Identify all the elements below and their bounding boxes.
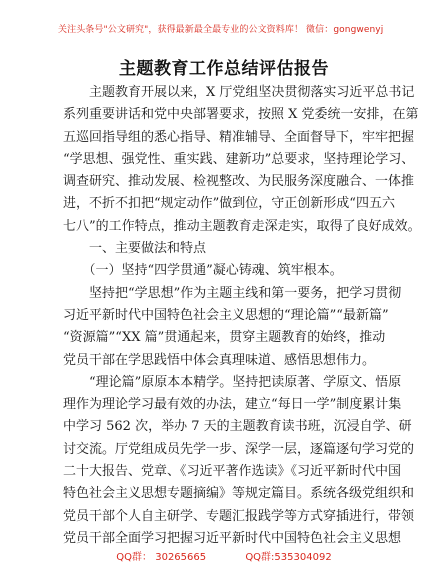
- paragraph-line: “资源篇”“XX 篇”贯通起来，贯穿主题教育的始终，推动: [63, 330, 386, 346]
- paragraph-line: 七八”的工作特点，推动主题教育走深走实，取得了良好成效。: [63, 218, 421, 234]
- section-heading: 一、主要做法和特点: [63, 241, 207, 257]
- paragraph-line: 二十大报告、党章、《习近平著作选读》《习近平新时代中国: [63, 464, 402, 480]
- paragraph-line: 党员干部在学思践悟中体会真理味道、感悟思想伟力。: [63, 352, 376, 368]
- paragraph-line: 党员干部个人自主研学、专题汇报践学等方式穿插进行，带领: [63, 508, 415, 524]
- footer-qq-group-1: QQ群： 30265665: [116, 552, 207, 563]
- footer-banner: [0, 548, 448, 563]
- paragraph-line: 调查研究、推动发展、检视整改、为民服务深度融合、一体推: [63, 174, 415, 190]
- paragraph-line: 中学习 562 次，举办 7 天的主题教育读书班，沉浸自学、研: [63, 419, 412, 435]
- paragraph-line: 系列重要讲话和党中央部署要求，按照 X 党委统一安排，在第: [63, 107, 419, 123]
- header-banner: 关注头条号"公文研究"，获得最新最全最专业的公文资料库！ 微信：gongwenyj: [58, 25, 384, 35]
- paragraph-line: 讨交流。厅党组成员先学一步、深学一层，逐篇逐句学习党的: [63, 441, 415, 457]
- paragraph-line: 进，不折不扣把“规定动作”做到位，守正创新形成“四五六: [63, 196, 395, 212]
- paragraph-line: 习近平新时代中国特色社会主义思想的“理论篇”“最新篇”: [63, 307, 389, 323]
- paragraph-line: “理论篇”原原本本精学。坚持把读原著、学原文、悟原: [63, 374, 402, 390]
- paragraph-line: 坚持把“学思想”作为主题主线和第一要务，把学习贯彻: [63, 285, 402, 301]
- subsection-heading: （一）坚持“四学贯通”凝心铸魂、筑牢根本。: [63, 263, 343, 279]
- paragraph-line: 理作为理论学习最有效的办法，建立“每日一学”制度累计集: [63, 397, 402, 413]
- document-body: [63, 82, 421, 550]
- footer-qq-group-2: QQ群:535304092: [245, 552, 332, 563]
- paragraph-line: 主题教育开展以来，X 厅党组坚决贯彻落实习近平总书记: [63, 85, 415, 100]
- paragraph-line: 特色社会主义思想专题摘编》等规定篇目。系统各级党组织和: [63, 486, 415, 502]
- paragraph-line: “学思想、强党性、重实践、建新功”总要求，坚持理论学习、: [63, 151, 415, 167]
- paragraph-line: 五巡回指导组的悉心指导、精准辅导、全面督导下，牢牢把握: [63, 129, 415, 145]
- document-title: 主题教育工作总结评估报告: [119, 59, 329, 79]
- paragraph-line: 党员干部全面学习把握习近平新时代中国特色社会主义思想: [63, 530, 402, 546]
